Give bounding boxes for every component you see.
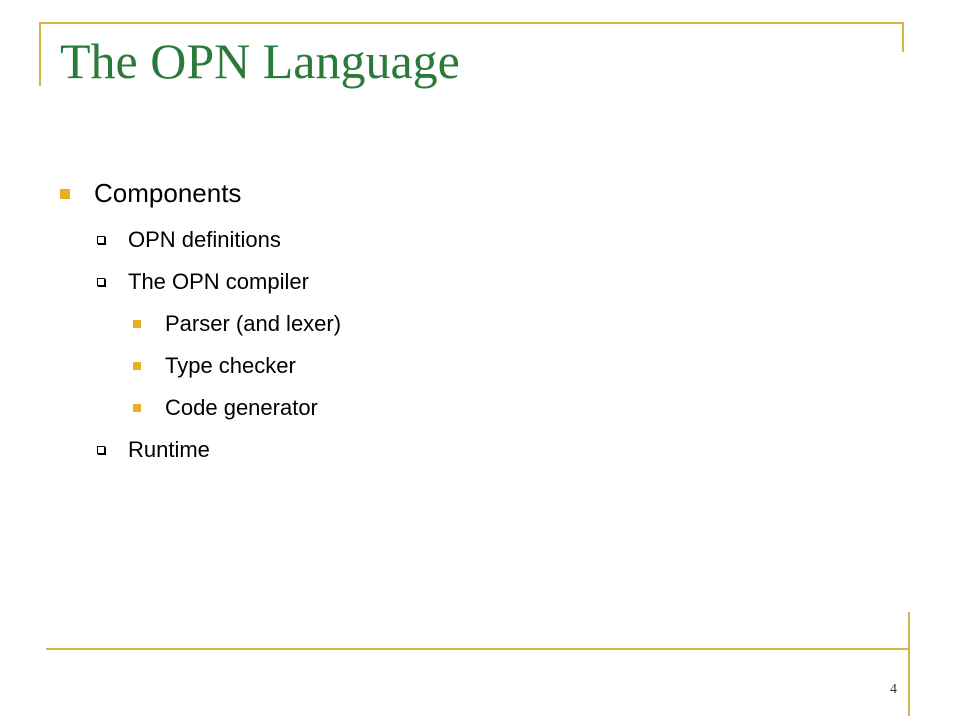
filled-square-icon [133,320,141,328]
bullet-components [60,178,241,209]
sub-item-text: OPN definitions [128,227,281,252]
sub-item-runtime [97,437,210,463]
hollow-square-icon [97,278,105,286]
frame-bottom-line [46,648,910,650]
compiler-part-text: Type checker [165,353,296,378]
sub-item-text: The OPN compiler [128,269,309,294]
hollow-square-icon [97,446,105,454]
compiler-part-type-checker [133,353,296,379]
filled-square-icon [133,362,141,370]
filled-square-icon [133,404,141,412]
page-number: 4 [890,682,897,697]
hollow-square-icon [97,236,105,244]
compiler-part-text: Parser (and lexer) [165,311,342,336]
compiler-part-code-generator [133,395,318,421]
frame-top-line [40,22,904,24]
frame-right-line [902,22,904,52]
slide-title: The OPN Language [60,33,460,89]
compiler-part-text: Code generator [165,395,318,420]
sub-item-opn-compiler [97,269,309,295]
frame-left-line [39,22,41,86]
sub-item-text: Runtime [128,437,210,462]
filled-square-icon [60,189,70,199]
bullet-text: Components [94,178,242,208]
sub-item-opn-definitions [97,227,281,253]
compiler-part-parser [133,311,341,337]
frame-bottom-right-line [908,612,910,716]
